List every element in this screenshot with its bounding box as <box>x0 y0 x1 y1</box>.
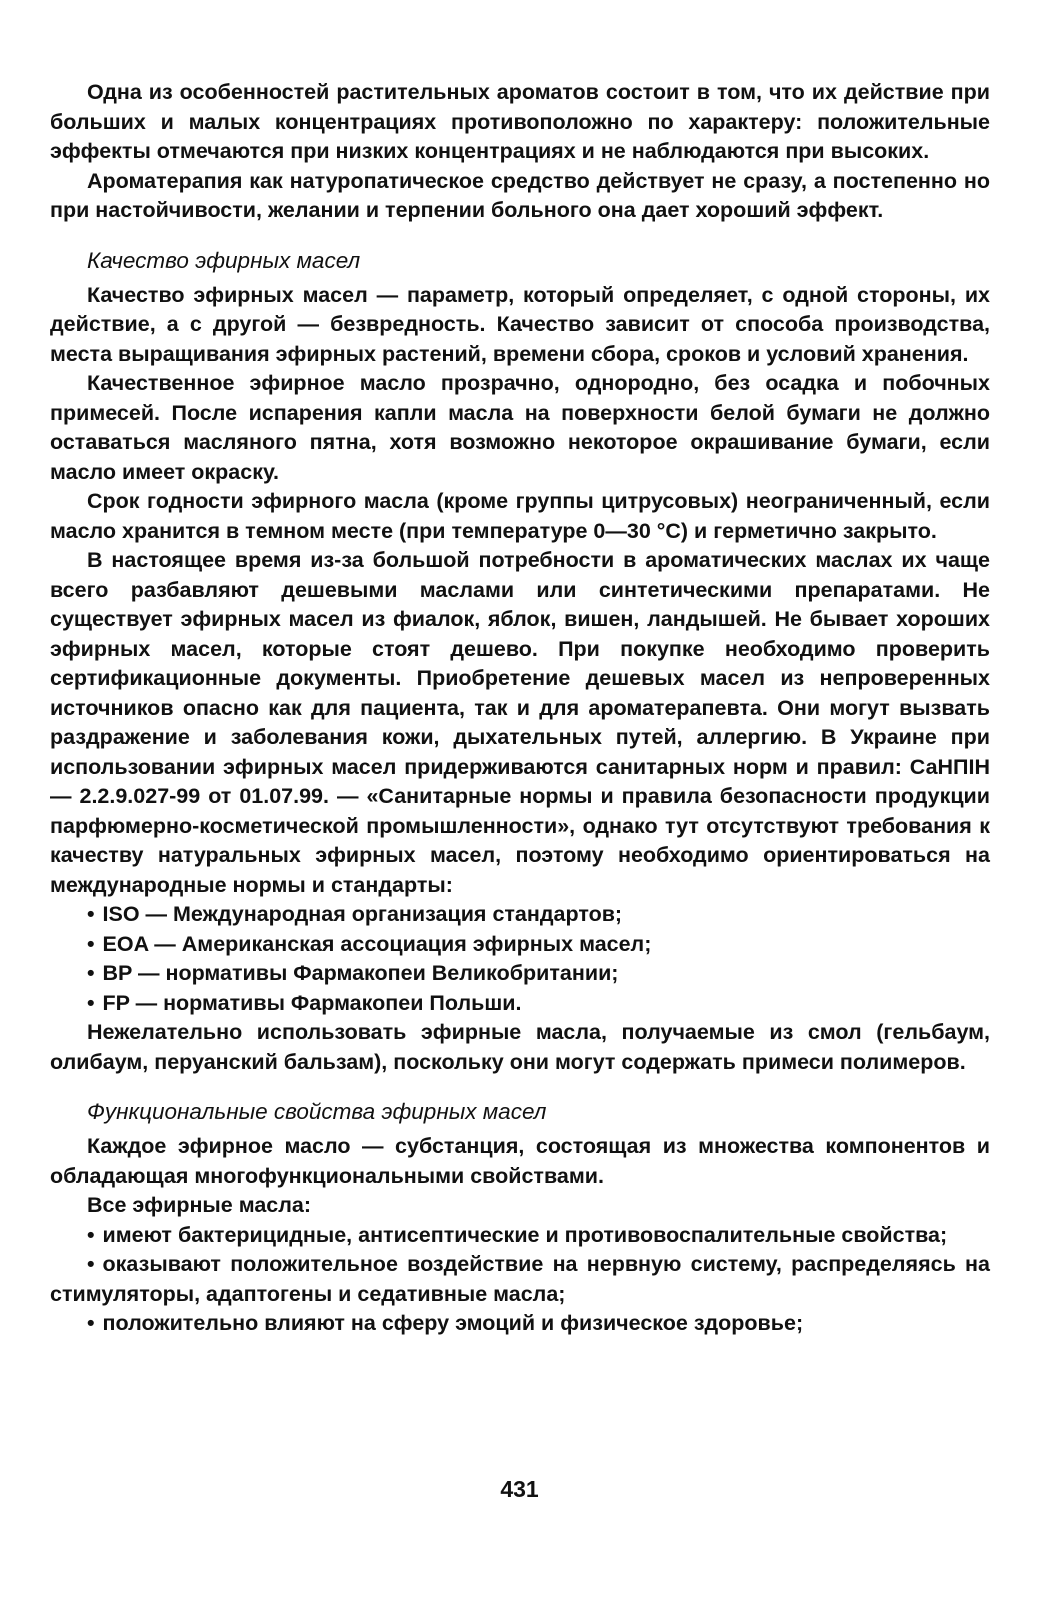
bullet-icon: • <box>87 990 95 1015</box>
quality-paragraph-4: В настоящее время из-за большой потребности в ароматических маслах их чаще всего разбавляют дешевыми маслами или синтетическими препаратами. Не существует эфирных масел из фиалок, яблок, вишен, ландышей. Не бывает хороших эфирных масел, которые стоят дешево. При покупке необходимо проверить сертификационные документы. Приобретение дешевых масел из непроверенных источников опасно как для пациента, так и для ароматерапевта. Они могут вызвать раздражение и заболевания кожи, дыхательных путей, аллергию. В Украине при использовании эфирных масел придерживаются санитарных норм и правил: СаНПIН — 2.2.9.027-99 от 01.07.99. — «Санитарные нормы и правила безопасности продукции парфюмерно-косметической промышленности», однако тут отсутствуют требования к качеству натуральных эфирных масел, поэтому необходимо ориентироваться на международные нормы и стандарты: <box>50 548 990 897</box>
list-item: • ISO — Международная организация стандартов; <box>87 902 623 926</box>
functional-paragraph-2: Все эфирные масла: <box>87 1193 312 1217</box>
section-heading-quality: Качество эфирных масел <box>87 247 361 273</box>
bullet-icon: • <box>87 961 95 985</box>
list-item: • оказывают положительное воздействие на нервную систему, распределяясь на стимуляторы, адаптогены и седативные масла; <box>50 1252 990 1306</box>
quality-paragraph-1: Качество эфирных масел — параметр, который определяет, с одной стороны, их действие, а с другой — безвредность. Качество зависит от способа производства, места выращивания эфирных растений, времени сбора, сроков и условий хранения. <box>50 282 990 366</box>
bullet-icon: • <box>87 1311 95 1335</box>
list-item: • FP — нормативы Фармакопеи Польши. <box>87 990 522 1015</box>
bullet-icon: • <box>87 1222 95 1247</box>
bullet-icon: • <box>87 931 95 956</box>
list-item: • имеют бактерицидные, антисептические и противовоспалительные свойства; <box>87 1222 948 1247</box>
section-heading-functional: Функциональные свойства эфирных масел <box>87 1099 547 1124</box>
page-number: 431 <box>500 1476 539 1502</box>
bullet-icon: • <box>87 1252 95 1276</box>
functional-paragraph-1: Каждое эфирное масло — субстанция, состоящая из множества компонентов и обладающая многофункциональными свойствами. <box>50 1134 990 1188</box>
page-body <box>50 78 990 1339</box>
list-item: • BP — нормативы Фармакопеи Великобритании; <box>87 961 619 985</box>
list-item: • положительно влияют на сферу эмоций и физическое здоровье; <box>87 1311 804 1335</box>
quality-paragraph-5: Нежелательно использовать эфирные масла, получаемые из смол (гельбаум, олибаум, перуанский бальзам), поскольку они могут содержать примеси полимеров. <box>50 1020 990 1074</box>
standards-list <box>50 900 990 1018</box>
list-item: • EOA — Американская ассоциация эфирных масел; <box>87 931 652 956</box>
intro-paragraph-2: Ароматерапия как натуропатическое средство действует не сразу, а постепенно но при настойчивости, желании и терпении больного она дает хороший эффект. <box>50 168 990 222</box>
quality-paragraph-2: Качественное эфирное масло прозрачно, однородно, без осадка и побочных примесей. После испарения капли масла на поверхности белой бумаги не должно оставаться масляного пятна, хотя возможно некоторое окрашивание бумаги, если масло имеет окраску. <box>50 371 990 484</box>
bullet-icon: • <box>87 902 95 926</box>
intro-paragraph-1: Одна из особенностей растительных ароматов состоит в том, что их действие при больших и малых концентрациях противоположно по характеру: положительные эффекты отмечаются при низких концентрациях и не наблюдаются при высоких. <box>50 80 990 163</box>
properties-list <box>50 1221 990 1339</box>
quality-paragraph-3: Срок годности эфирного масла (кроме группы цитрусовых) неограниченный, если масло хранится в темном месте (при температуре 0—30 °С) и герметично закрыто. <box>50 489 990 543</box>
